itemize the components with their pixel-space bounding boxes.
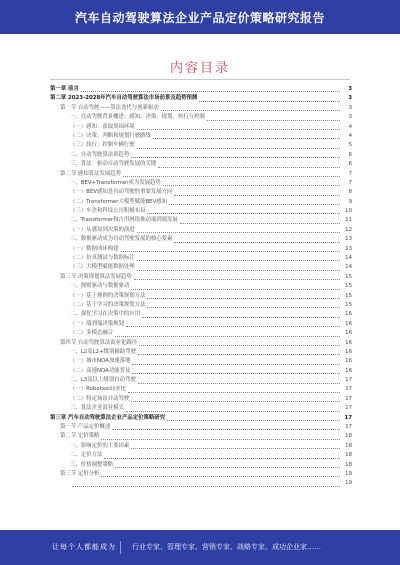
toc-entry-text: （一）BEV感知是自动驾驶的重要发展方向 — [70, 189, 173, 196]
toc-entry-text: 一、BEV+Transformer成为发展趋势 — [70, 179, 161, 186]
toc-entry-text: （一）Robotaxi商业化 — [70, 386, 126, 393]
toc-page-number: 15 — [345, 283, 352, 290]
toc-entry-text: （一）从感知到决策的演进 — [70, 226, 135, 233]
toc-leader-dots — [137, 270, 340, 271]
toc-leader-dots — [131, 289, 340, 290]
toc-page-number: 15 — [345, 273, 352, 280]
toc-entry[interactable] — [50, 132, 352, 141]
toc-page-number: 17 — [345, 424, 352, 431]
toc-entry[interactable] — [50, 235, 352, 244]
toc-entry-text: 一、自动驾驶背景概述：感知、决策、规划、执行与控制 — [70, 114, 205, 121]
toc-page-number: 4 — [348, 132, 352, 139]
toc-page-number: 16 — [345, 330, 352, 337]
toc-leader-dots — [123, 176, 340, 177]
toc-entry[interactable] — [50, 188, 352, 197]
toc-leader-dots — [138, 354, 340, 355]
toc-leader-dots — [131, 401, 340, 402]
toc-leader-dots — [199, 101, 340, 102]
toc-leader-dots — [72, 486, 340, 487]
toc-entry-text: 二、定价方法 — [70, 452, 103, 459]
footer-tagline: 行业专家、管理专家、营销专家、战略专家、成功企业家…… — [132, 543, 321, 551]
toc-leader-dots — [104, 458, 340, 459]
toc-page-number: 6 — [348, 161, 352, 168]
toc-entry-text: （二）基于学习的决策规划方法 — [70, 301, 146, 308]
toc-entry-text: 第四节 自动驾驶算法商业化路径 — [60, 339, 138, 346]
toc-entry[interactable] — [50, 423, 352, 432]
toc-entry-text: （三）大模型赋能数据处理 — [70, 264, 135, 271]
toc-leader-dots — [81, 91, 340, 92]
toc-entry-text: 二、自动驾驶算法新趋势 — [70, 151, 130, 158]
table-of-contents — [50, 85, 352, 489]
toc-page-number: 3 — [348, 104, 352, 111]
toc-entry[interactable] — [50, 151, 352, 160]
toc-entry[interactable] — [50, 404, 352, 413]
toc-leader-dots — [131, 448, 340, 449]
toc-page-number: 3 — [348, 114, 352, 121]
toc-leader-dots — [115, 467, 340, 468]
toc-entry-text: 二、L3及以上级别自动驾驶 — [70, 377, 136, 384]
toc-leader-dots — [142, 317, 340, 318]
toc-entry-text: （二）Transformer大模型赋能BEV感知 — [70, 198, 168, 205]
toc-entry[interactable] — [50, 141, 352, 150]
toc-entry-text: 三、价格调整策略 — [70, 461, 114, 468]
toc-leader-dots — [147, 213, 340, 214]
toc-page-number: 14 — [345, 255, 352, 262]
toc-entry-text: 一、规则驱动与数据驱动 — [70, 283, 130, 290]
toc-page-number: 14 — [345, 264, 352, 271]
toc-leader-dots — [112, 429, 340, 430]
toc-entry-text: （一）数据闭环构建 — [70, 245, 119, 252]
toc-entry[interactable] — [50, 461, 352, 470]
toc-entry[interactable] — [50, 207, 352, 216]
toc-entry[interactable] — [50, 123, 352, 132]
toc-entry[interactable] — [50, 348, 352, 357]
toc-page-number: 10 — [345, 208, 352, 215]
toc-entry-text: 三、算法：驱动自动驾驶发展的关键 — [70, 161, 157, 168]
toc-page-number: 16 — [345, 367, 352, 374]
toc-leader-dots — [137, 232, 340, 233]
toc-page-number: 13 — [345, 236, 352, 243]
toc-page-number: 16 — [345, 348, 352, 355]
toc-entry-text: 一、影响定价的主要因素 — [70, 442, 130, 449]
toc-page-number: 3 — [348, 95, 352, 102]
toc-leader-dots — [174, 242, 340, 243]
toc-leader-dots — [128, 392, 340, 393]
toc-leader-dots — [207, 120, 340, 121]
toc-entry-text: （三）执行：控制车辆行驶 — [70, 142, 135, 149]
toc-entry[interactable] — [50, 160, 352, 169]
toc-page-number: 18 — [345, 452, 352, 459]
toc-entry-text: （二）多模态融合 — [70, 330, 114, 337]
toc-leader-dots — [101, 439, 340, 440]
toc-leader-dots — [126, 411, 340, 412]
toc-leader-dots — [147, 298, 340, 299]
toc-leader-dots — [153, 138, 340, 139]
toc-entry[interactable] — [50, 395, 352, 404]
toc-entry[interactable] — [50, 170, 352, 179]
report-title: 汽车自动驾驶算法企业产品定价策略研究报告 — [74, 11, 325, 25]
toc-entry-text: 三、数据驱动成为自动驾驶发展的核心要素 — [70, 236, 173, 243]
toc-page-number: 6 — [348, 151, 352, 158]
toc-leader-dots — [101, 476, 340, 477]
toc-page-number: 7 — [348, 179, 352, 186]
toc-divider — [50, 79, 350, 80]
toc-page-number: 13 — [345, 245, 352, 252]
toc-entry-text: 第一节 产品定价概述 — [60, 424, 111, 431]
toc-leader-dots — [169, 204, 340, 205]
toc-entry-text: 第二节 感知算法发展趋势 — [60, 170, 122, 177]
toc-page-number: 4 — [348, 123, 352, 130]
toc-page-number: 17 — [345, 386, 352, 393]
footer-bar — [0, 530, 400, 565]
toc-leader-dots — [132, 373, 340, 374]
toc-entry[interactable] — [50, 339, 352, 348]
toc-leader-dots — [163, 185, 340, 186]
toc-leader-dots — [121, 251, 340, 252]
toc-entry[interactable] — [50, 292, 352, 301]
toc-entry-text: （二）高速NOA功能普及 — [70, 367, 131, 374]
toc-page-number: 12 — [345, 226, 352, 233]
toc-entry[interactable] — [50, 273, 352, 282]
toc-page-number: 9 — [348, 198, 352, 205]
toc-leader-dots — [174, 195, 340, 196]
toc-leader-dots — [126, 326, 340, 327]
toc-entry-text: 第一章 前言 — [50, 85, 79, 92]
toc-entry[interactable] — [50, 442, 352, 451]
toc-entry[interactable] — [50, 94, 352, 103]
toc-page-number: 16 — [345, 339, 352, 346]
toc-leader-dots — [158, 167, 340, 168]
toc-entry[interactable] — [50, 301, 352, 310]
toc-page-number: 8 — [348, 189, 352, 196]
toc-page-number: 18 — [345, 461, 352, 468]
toc-entry[interactable] — [50, 329, 352, 338]
toc-entry-text: 一、L2及L2+级别辅助驾驶 — [70, 348, 136, 355]
toc-entry[interactable] — [50, 432, 352, 441]
toc-leader-dots — [132, 364, 340, 365]
toc-entry-text: （二）仿真测试与数据标注 — [70, 255, 135, 262]
toc-entry-text: （二）特定场景自动驾驶 — [70, 395, 130, 402]
toc-entry[interactable] — [50, 470, 352, 479]
toc-page-number: 7 — [348, 170, 352, 177]
toc-entry-text: 第三章 汽车自动驾驶算法企业产品定价策略研究 — [50, 414, 166, 421]
toc-leader-dots — [131, 157, 340, 158]
toc-leader-dots — [167, 420, 340, 421]
toc-page-number: 11 — [345, 217, 352, 224]
toc-entry[interactable] — [50, 310, 352, 319]
toc-page-number: 17 — [345, 377, 352, 384]
toc-page-number: 15 — [345, 301, 352, 308]
toc-leader-dots — [137, 260, 340, 261]
toc-leader-dots — [137, 148, 340, 149]
toc-entry-text: 三、算法企业商业模式 — [70, 405, 124, 412]
toc-entry[interactable] — [50, 254, 352, 263]
toc-entry-text: 二、强化学习在决策中的应用 — [70, 311, 141, 318]
toc-entry[interactable] — [50, 386, 352, 395]
toc-page-number: 19 — [345, 471, 352, 477]
toc-page-number: 3 — [348, 85, 352, 92]
toc-page-number: 18 — [345, 442, 352, 449]
toc-entry[interactable] — [50, 451, 352, 460]
toc-page-number: 15 — [345, 292, 352, 299]
toc-entry-text: 第二节 定价策略 — [60, 433, 100, 440]
footer-divider — [120, 541, 121, 554]
toc-entry-text: 第三节 决策规划算法发展趋势 — [60, 273, 132, 280]
toc-entry[interactable] — [50, 216, 352, 225]
toc-page-number: 5 — [348, 142, 352, 149]
toc-entry-text: 第一节 自动驾驶——算法迭代与创新驱动 — [60, 104, 159, 111]
toc-entry-text: （一）城市NOA加速落地 — [70, 358, 131, 365]
toc-leader-dots — [134, 279, 340, 280]
toc-entry[interactable] — [50, 198, 352, 207]
toc-entry-text: 第二章 2023-2028年汽车自动驾驶算法市场前景及趋势预测 — [50, 95, 198, 102]
toc-entry[interactable] — [50, 85, 352, 94]
toc-entry[interactable] — [50, 245, 352, 254]
toc-page-number: 16 — [345, 320, 352, 327]
toc-entry[interactable] — [50, 113, 352, 122]
toc-page-number: 19 — [345, 480, 352, 487]
toc-page-number: 16 — [345, 311, 352, 318]
toc-entry-text: 二、Transformer和占用网络推动端到端发展 — [70, 217, 178, 224]
toc-heading: 内容目录 — [169, 61, 230, 76]
toc-entry-text: 第三节 定价分析 — [60, 471, 100, 477]
toc-leader-dots — [161, 110, 340, 111]
toc-page-number: 17 — [345, 405, 352, 412]
toc-entry-text: （三）车企和科技公司积极布局 — [70, 208, 146, 215]
toc-page-number: 18 — [345, 433, 352, 440]
toc-entry[interactable] — [50, 357, 352, 366]
toc-page-number: 16 — [345, 358, 352, 365]
toc-entry[interactable] — [50, 104, 352, 113]
toc-page-number: 17 — [345, 395, 352, 402]
toc-entry[interactable] — [50, 226, 352, 235]
toc-leader-dots — [147, 307, 340, 308]
toc-entry[interactable] — [50, 320, 352, 329]
toc-entry-text: （二）决策：判断和规划行驶路线 — [70, 132, 151, 139]
toc-leader-dots — [139, 345, 340, 346]
footer-slogan: 让每个人都能成为 — [52, 543, 116, 551]
toc-leader-dots — [138, 383, 340, 384]
toc-page-number: 17 — [344, 414, 352, 421]
toc-entry[interactable] — [50, 179, 352, 188]
toc-entry[interactable] — [50, 479, 352, 488]
toc-entry[interactable] — [50, 282, 352, 291]
toc-entry[interactable] — [50, 263, 352, 272]
toc-entry-text: （一）感知：获取周围环境 — [70, 123, 135, 130]
toc-leader-dots — [115, 336, 340, 337]
toc-leader-dots — [180, 223, 340, 224]
toc-entry-text: （一）端到端决策规划 — [70, 320, 124, 327]
toc-leader-dots — [137, 129, 340, 130]
toc-entry[interactable] — [50, 376, 352, 385]
toc-entry[interactable] — [50, 414, 352, 423]
toc-entry[interactable] — [50, 367, 352, 376]
toc-entry-text: （一）基于规则的决策规划方法 — [70, 292, 146, 299]
header-bar — [0, 0, 400, 34]
